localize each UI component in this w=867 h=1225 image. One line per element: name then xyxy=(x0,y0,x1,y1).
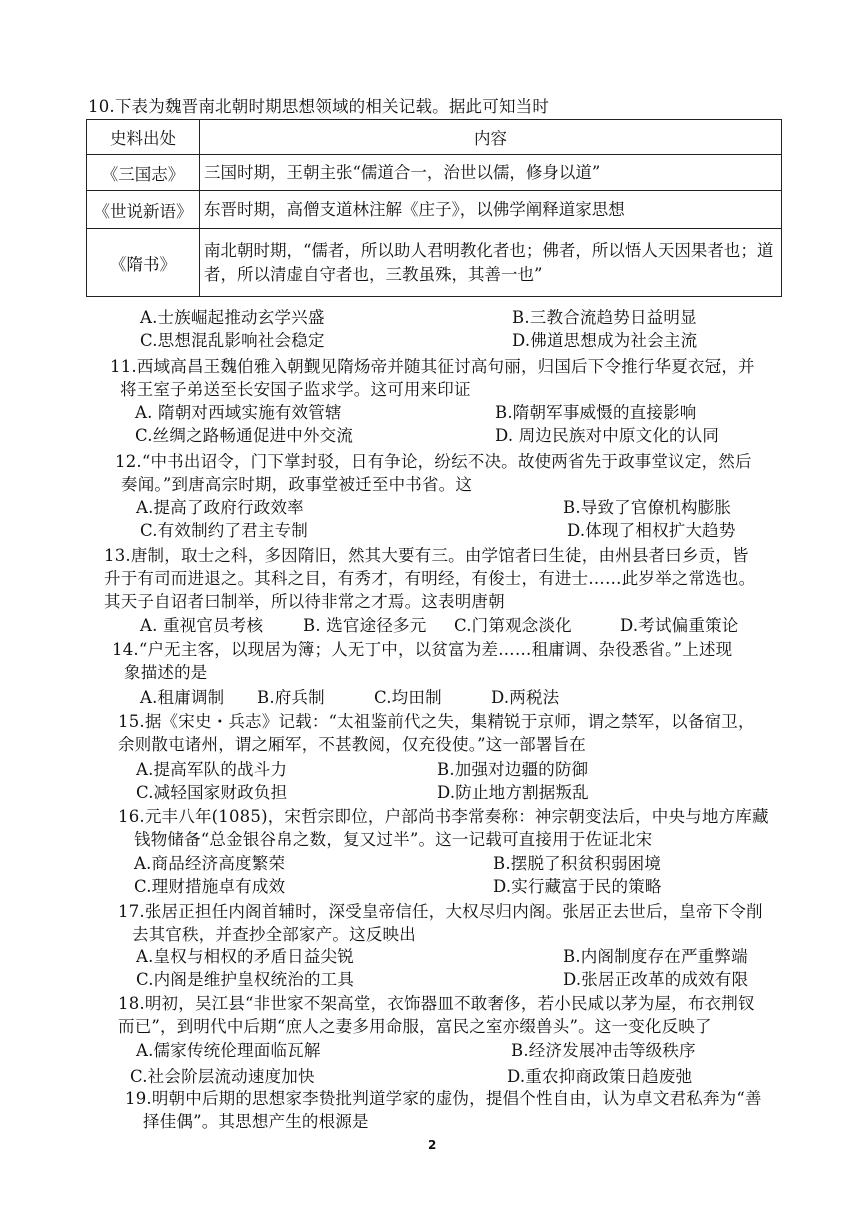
q13-option-b: B. 选官途径多元 xyxy=(303,616,427,635)
q16-option-a: A.商品经济高度繁荣 xyxy=(134,854,286,873)
q10-option-a: A.士族崛起推动玄学兴盛 xyxy=(140,308,325,327)
q16-option-b: B.摆脱了积贫积弱困境 xyxy=(493,854,662,873)
q11-option-b: B.隋朝军事威慑的直接影响 xyxy=(495,403,697,422)
q17-option-a: A.皇权与相权的矛盾日益尖锐 xyxy=(136,947,354,966)
q15-stem-line1: 15.据《宋史・兵志》记载：“太祖鉴前代之失，集精锐于京师，谓之禁军，以备宿卫， xyxy=(118,712,755,731)
q11-stem-line1: 11.西域高昌王魏伯雅入朝觐见隋炀帝并随其征讨高句丽，归国后下令推行华夏衣冠，并 xyxy=(110,357,755,376)
q14-stem-line2: 象描述的是 xyxy=(124,663,208,682)
q17-option-b: B.内阁制度存在严重弊端 xyxy=(563,947,748,966)
q18-option-a: A.儒家传统伦理面临瓦解 xyxy=(136,1041,321,1060)
q12-option-d: D.体现了相权扩大趋势 xyxy=(567,521,736,540)
q17-option-d: D.张居正改革的成效有限 xyxy=(563,970,749,989)
q15-option-c: C.减轻国家财政负担 xyxy=(136,783,288,802)
q12-option-a: A.提高了政府行政效率 xyxy=(136,498,304,517)
q11-option-d: D. 周边民族对中原文化的认同 xyxy=(495,426,720,445)
q12-option-c: C.有效制约了君主专制 xyxy=(140,521,308,540)
q12-option-b: B.导致了官僚机构膨胀 xyxy=(563,498,732,517)
q18-stem-line1: 18.明初，吴江县“非世家不架高堂，衣饰器皿不敢奢侈，若小民咸以茅为屋，布衣荆钗 xyxy=(118,994,755,1013)
table-cell-source: 《隋书》 xyxy=(87,229,200,297)
q15-stem-line2: 余则散屯诸州，谓之厢军，不甚教阅，仅充役使。”这一部署旨在 xyxy=(118,735,586,754)
q18-option-b: B.经济发展冲击等级秩序 xyxy=(511,1041,696,1060)
table-cell-content: 三国时期，王朝主张“儒道合一，治世以儒，修身以道” xyxy=(200,155,782,191)
table-header-content: 内容 xyxy=(200,120,782,155)
q13-option-d: D.考试偏重策论 xyxy=(620,616,739,635)
q10-option-d: D.佛道思想成为社会主流 xyxy=(512,331,698,350)
q10-source-table xyxy=(86,119,782,297)
q12-stem-line2: 奏闻。”到唐高宗时期，政事堂被迁至中书省。这 xyxy=(121,475,473,494)
q15-option-a: A.提高军队的战斗力 xyxy=(136,760,288,779)
page-number: 2 xyxy=(428,1138,437,1152)
q13-stem-line3: 其天子自诏者曰制举，所以待非常之才焉。这表明唐朝 xyxy=(104,592,505,611)
q10-option-c: C.思想混乱影响社会稳定 xyxy=(140,331,325,350)
q14-stem-line1: 14.“户无主客，以现居为簿；人无丁中，以贫富为差……租庸调、杂役悉省。”上述现 xyxy=(112,640,733,659)
q17-option-c: C.内阁是维护皇权统治的工具 xyxy=(136,970,355,989)
q13-option-c: C.门第观念淡化 xyxy=(454,616,572,635)
table-cell-source: 《三国志》 xyxy=(87,155,200,191)
q15-option-b: B.加强对边疆的防御 xyxy=(437,760,589,779)
q13-stem-line1: 13.唐制，取士之科，多因隋旧，然其大要有三。由学馆者曰生徒，由州县者曰乡贡，皆 xyxy=(104,546,749,565)
q16-stem-line2: 钱物储备“总金银谷帛之数，复又过半”。这一记载可直接用于佐证北宋 xyxy=(134,830,653,849)
q12-stem-line1: 12.“中书出诏令，门下掌封驳，日有争论，纷纭不决。故使两省先于政事堂议定，然后 xyxy=(115,452,752,471)
q10-option-b: B.三教合流趋势日益明显 xyxy=(512,308,697,327)
q18-option-c: C.社会阶层流动速度加快 xyxy=(130,1067,315,1086)
q19-stem-line1: 19.明朝中后期的思想家李贽批判道学家的虚伪，提倡个性自由，认为卓文君私奔为“善 xyxy=(125,1089,762,1108)
q13-option-a: A. 重视官员考核 xyxy=(140,616,264,635)
q17-stem-line2: 去其官秩，并查抄全部家产。这反映出 xyxy=(132,925,416,944)
q14-option-b: B.府兵制 xyxy=(257,688,325,707)
q16-stem-line1: 16.元丰八年(1085)，宋哲宗即位，户部尚书李常奏称：神宗朝变法后，中央与地方库藏 xyxy=(118,807,769,826)
q15-option-d: D.防止地方割据叛乱 xyxy=(437,783,589,802)
table-header-source: 史料出处 xyxy=(87,120,200,155)
q11-option-c: C.丝绸之路畅通促进中外交流 xyxy=(135,426,354,445)
q13-stem-line2: 升于有司而进退之。其科之目，有秀才，有明经，有俊士，有进士……此岁举之常选也。 xyxy=(104,569,756,588)
q18-stem-line2: 而已”，到明代中后期“庶人之妻多用命服，富民之室亦缀兽头”。这一变化反映了 xyxy=(118,1017,712,1036)
q17-stem-line1: 17.张居正担任内阁首辅时，深受皇帝信任，大权尽归内阁。张居正去世后，皇帝下令削 xyxy=(118,902,763,921)
q11-option-a: A. 隋朝对西域实施有效管辖 xyxy=(135,403,342,422)
q11-stem-line2: 将王室子弟送至长安国子监求学。这可用来印证 xyxy=(120,380,471,399)
q18-option-d: D.重农抑商政策日趋废弛 xyxy=(507,1067,693,1086)
q10-stem: 10.下表为魏晋南北朝时期思想领域的相关记载。据此可知当时 xyxy=(88,97,550,116)
q14-option-a: A.租庸调制 xyxy=(140,688,225,707)
q16-option-d: D.实行藏富于民的策略 xyxy=(493,877,662,896)
q19-stem-line2: 择佳偶”。其思想产生的根源是 xyxy=(143,1112,369,1131)
q14-option-c: C.均田制 xyxy=(374,688,442,707)
q14-option-d: D.两税法 xyxy=(491,688,560,707)
table-cell-content: 东晋时期，高僧支道林注解《庄子》，以佛学阐释道家思想 xyxy=(200,191,782,229)
table-cell-content: 南北朝时期，“儒者，所以助人君明教化者也；佛者，所以悟人天因果者也；道者，所以清虚自守者也，三教虽殊，其善一也” xyxy=(200,229,782,297)
q16-option-c: C.理财措施卓有成效 xyxy=(134,877,286,896)
table-cell-source: 《世说新语》 xyxy=(87,191,200,229)
